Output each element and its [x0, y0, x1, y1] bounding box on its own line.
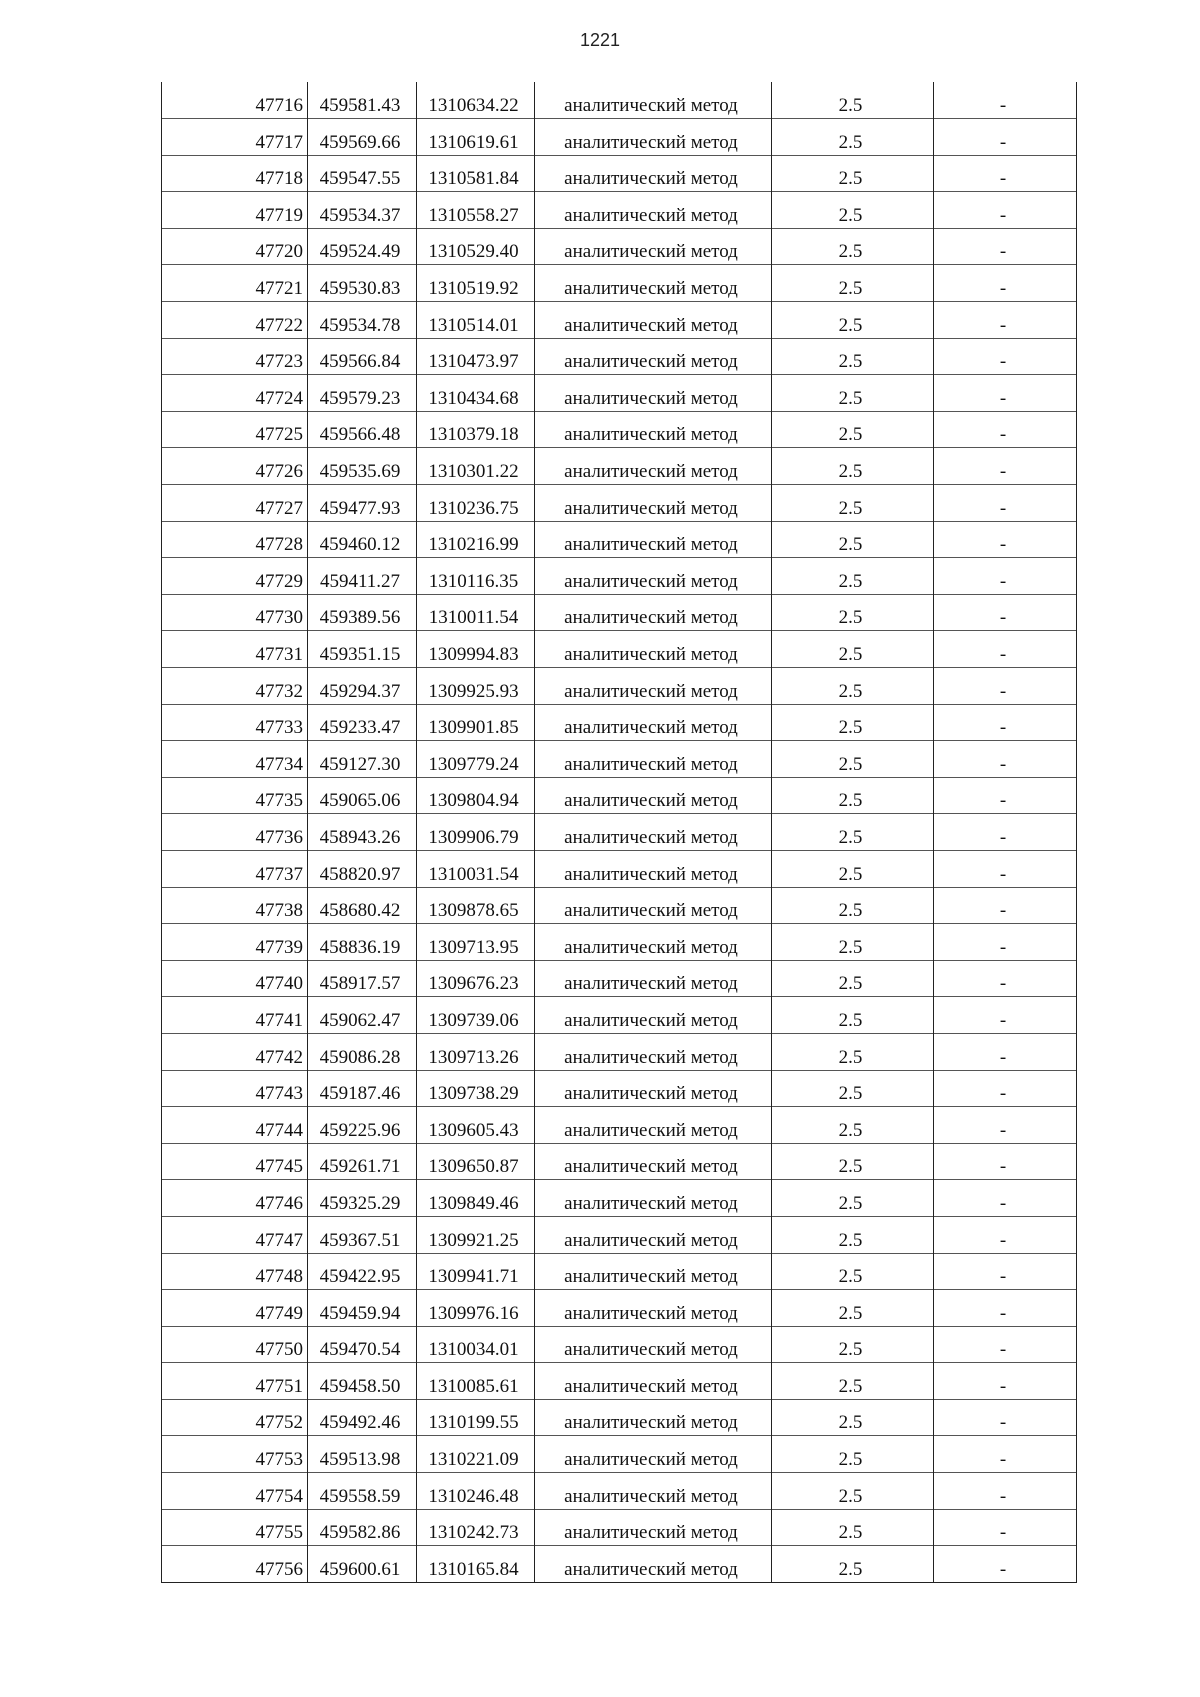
point-number-cell: 47756: [162, 1546, 308, 1583]
note-cell: -: [934, 485, 1077, 522]
point-number-cell: 47740: [162, 960, 308, 997]
accuracy-cell: 2.5: [772, 411, 934, 448]
accuracy-cell: 2.5: [772, 1070, 934, 1107]
method-cell: аналитический метод: [535, 338, 772, 375]
point-number-cell: 47755: [162, 1509, 308, 1546]
table-row: [162, 1290, 1077, 1327]
table-row: [162, 192, 1077, 229]
method-cell: аналитический метод: [535, 1033, 772, 1070]
table-row: [162, 704, 1077, 741]
y-coordinate-cell: 1309925.93: [417, 668, 535, 705]
accuracy-cell: 2.5: [772, 1180, 934, 1217]
point-number-cell: 47753: [162, 1436, 308, 1473]
method-cell: аналитический метод: [535, 668, 772, 705]
x-coordinate-cell: 458820.97: [308, 850, 417, 887]
accuracy-cell: 2.5: [772, 228, 934, 265]
table-row: [162, 1143, 1077, 1180]
method-cell: аналитический метод: [535, 887, 772, 924]
x-coordinate-cell: 459389.56: [308, 594, 417, 631]
x-coordinate-cell: 459458.50: [308, 1363, 417, 1400]
y-coordinate-cell: 1310011.54: [417, 594, 535, 631]
table-row: [162, 741, 1077, 778]
method-cell: аналитический метод: [535, 302, 772, 339]
accuracy-cell: 2.5: [772, 375, 934, 412]
accuracy-cell: 2.5: [772, 521, 934, 558]
accuracy-cell: 2.5: [772, 1436, 934, 1473]
note-cell: -: [934, 521, 1077, 558]
method-cell: аналитический метод: [535, 741, 772, 778]
method-cell: аналитический метод: [535, 1216, 772, 1253]
accuracy-cell: 2.5: [772, 997, 934, 1034]
note-cell: -: [934, 668, 1077, 705]
x-coordinate-cell: 459459.94: [308, 1290, 417, 1327]
note-cell: -: [934, 704, 1077, 741]
table-row: [162, 850, 1077, 887]
accuracy-cell: 2.5: [772, 814, 934, 851]
table-row: [162, 1180, 1077, 1217]
x-coordinate-cell: 459534.37: [308, 192, 417, 229]
y-coordinate-cell: 1309650.87: [417, 1143, 535, 1180]
x-coordinate-cell: 459225.96: [308, 1107, 417, 1144]
y-coordinate-cell: 1310116.35: [417, 558, 535, 595]
method-cell: аналитический метод: [535, 631, 772, 668]
point-number-cell: 47728: [162, 521, 308, 558]
coordinates-table: [161, 82, 1077, 1583]
note-cell: -: [934, 960, 1077, 997]
y-coordinate-cell: 1309738.29: [417, 1070, 535, 1107]
note-cell: -: [934, 375, 1077, 412]
x-coordinate-cell: 459600.61: [308, 1546, 417, 1583]
y-coordinate-cell: 1310434.68: [417, 375, 535, 412]
point-number-cell: 47725: [162, 411, 308, 448]
x-coordinate-cell: 459127.30: [308, 741, 417, 778]
note-cell: -: [934, 82, 1077, 119]
y-coordinate-cell: 1309605.43: [417, 1107, 535, 1144]
x-coordinate-cell: 459086.28: [308, 1033, 417, 1070]
note-cell: -: [934, 631, 1077, 668]
method-cell: аналитический метод: [535, 448, 772, 485]
y-coordinate-cell: 1309941.71: [417, 1253, 535, 1290]
method-cell: аналитический метод: [535, 411, 772, 448]
method-cell: аналитический метод: [535, 485, 772, 522]
x-coordinate-cell: 459581.43: [308, 82, 417, 119]
method-cell: аналитический метод: [535, 1326, 772, 1363]
table-row: [162, 668, 1077, 705]
y-coordinate-cell: 1310473.97: [417, 338, 535, 375]
table-row: [162, 887, 1077, 924]
table-row: [162, 411, 1077, 448]
point-number-cell: 47722: [162, 302, 308, 339]
note-cell: -: [934, 1363, 1077, 1400]
y-coordinate-cell: 1310221.09: [417, 1436, 535, 1473]
table-row: [162, 924, 1077, 961]
method-cell: аналитический метод: [535, 1546, 772, 1583]
method-cell: аналитический метод: [535, 960, 772, 997]
x-coordinate-cell: 459547.55: [308, 155, 417, 192]
point-number-cell: 47745: [162, 1143, 308, 1180]
note-cell: -: [934, 192, 1077, 229]
y-coordinate-cell: 1309713.26: [417, 1033, 535, 1070]
accuracy-cell: 2.5: [772, 887, 934, 924]
note-cell: -: [934, 155, 1077, 192]
x-coordinate-cell: 459582.86: [308, 1509, 417, 1546]
point-number-cell: 47750: [162, 1326, 308, 1363]
point-number-cell: 47724: [162, 375, 308, 412]
note-cell: -: [934, 850, 1077, 887]
x-coordinate-cell: 459535.69: [308, 448, 417, 485]
method-cell: аналитический метод: [535, 1473, 772, 1510]
x-coordinate-cell: 459065.06: [308, 777, 417, 814]
method-cell: аналитический метод: [535, 265, 772, 302]
table-row: [162, 228, 1077, 265]
accuracy-cell: 2.5: [772, 1216, 934, 1253]
method-cell: аналитический метод: [535, 997, 772, 1034]
accuracy-cell: 2.5: [772, 1253, 934, 1290]
method-cell: аналитический метод: [535, 375, 772, 412]
table-row: [162, 375, 1077, 412]
y-coordinate-cell: 1310519.92: [417, 265, 535, 302]
point-number-cell: 47744: [162, 1107, 308, 1144]
x-coordinate-cell: 458943.26: [308, 814, 417, 851]
point-number-cell: 47731: [162, 631, 308, 668]
table-row: [162, 265, 1077, 302]
note-cell: -: [934, 741, 1077, 778]
table-row: [162, 594, 1077, 631]
point-number-cell: 47743: [162, 1070, 308, 1107]
point-number-cell: 47741: [162, 997, 308, 1034]
table-row: [162, 1070, 1077, 1107]
y-coordinate-cell: 1310634.22: [417, 82, 535, 119]
method-cell: аналитический метод: [535, 119, 772, 156]
table-row: [162, 1033, 1077, 1070]
x-coordinate-cell: 459569.66: [308, 119, 417, 156]
table-row: [162, 777, 1077, 814]
y-coordinate-cell: 1309739.06: [417, 997, 535, 1034]
accuracy-cell: 2.5: [772, 1509, 934, 1546]
note-cell: -: [934, 1107, 1077, 1144]
method-cell: аналитический метод: [535, 558, 772, 595]
x-coordinate-cell: 459233.47: [308, 704, 417, 741]
note-cell: -: [934, 1033, 1077, 1070]
accuracy-cell: 2.5: [772, 1326, 934, 1363]
y-coordinate-cell: 1310199.55: [417, 1399, 535, 1436]
method-cell: аналитический метод: [535, 594, 772, 631]
note-cell: -: [934, 1326, 1077, 1363]
y-coordinate-cell: 1309878.65: [417, 887, 535, 924]
note-cell: -: [934, 1143, 1077, 1180]
x-coordinate-cell: 458680.42: [308, 887, 417, 924]
x-coordinate-cell: 459460.12: [308, 521, 417, 558]
y-coordinate-cell: 1310581.84: [417, 155, 535, 192]
y-coordinate-cell: 1310031.54: [417, 850, 535, 887]
point-number-cell: 47720: [162, 228, 308, 265]
table-row: [162, 558, 1077, 595]
point-number-cell: 47730: [162, 594, 308, 631]
table-row: [162, 302, 1077, 339]
point-number-cell: 47721: [162, 265, 308, 302]
accuracy-cell: 2.5: [772, 192, 934, 229]
point-number-cell: 47752: [162, 1399, 308, 1436]
y-coordinate-cell: 1310379.18: [417, 411, 535, 448]
table-row: [162, 1107, 1077, 1144]
table-row: [162, 338, 1077, 375]
accuracy-cell: 2.5: [772, 82, 934, 119]
y-coordinate-cell: 1310301.22: [417, 448, 535, 485]
y-coordinate-cell: 1310246.48: [417, 1473, 535, 1510]
note-cell: -: [934, 887, 1077, 924]
note-cell: -: [934, 777, 1077, 814]
accuracy-cell: 2.5: [772, 594, 934, 631]
method-cell: аналитический метод: [535, 1180, 772, 1217]
method-cell: аналитический метод: [535, 1290, 772, 1327]
point-number-cell: 47747: [162, 1216, 308, 1253]
accuracy-cell: 2.5: [772, 1363, 934, 1400]
accuracy-cell: 2.5: [772, 338, 934, 375]
x-coordinate-cell: 459422.95: [308, 1253, 417, 1290]
accuracy-cell: 2.5: [772, 558, 934, 595]
x-coordinate-cell: 459558.59: [308, 1473, 417, 1510]
accuracy-cell: 2.5: [772, 302, 934, 339]
y-coordinate-cell: 1309921.25: [417, 1216, 535, 1253]
method-cell: аналитический метод: [535, 1436, 772, 1473]
point-number-cell: 47739: [162, 924, 308, 961]
x-coordinate-cell: 459566.48: [308, 411, 417, 448]
point-number-cell: 47738: [162, 887, 308, 924]
point-number-cell: 47735: [162, 777, 308, 814]
accuracy-cell: 2.5: [772, 850, 934, 887]
x-coordinate-cell: 459261.71: [308, 1143, 417, 1180]
note-cell: -: [934, 265, 1077, 302]
x-coordinate-cell: 459411.27: [308, 558, 417, 595]
method-cell: аналитический метод: [535, 155, 772, 192]
point-number-cell: 47718: [162, 155, 308, 192]
x-coordinate-cell: 459367.51: [308, 1216, 417, 1253]
accuracy-cell: 2.5: [772, 1033, 934, 1070]
method-cell: аналитический метод: [535, 924, 772, 961]
accuracy-cell: 2.5: [772, 1143, 934, 1180]
accuracy-cell: 2.5: [772, 485, 934, 522]
accuracy-cell: 2.5: [772, 1546, 934, 1583]
point-number-cell: 47723: [162, 338, 308, 375]
note-cell: -: [934, 1546, 1077, 1583]
y-coordinate-cell: 1310236.75: [417, 485, 535, 522]
note-cell: -: [934, 448, 1077, 485]
accuracy-cell: 2.5: [772, 668, 934, 705]
y-coordinate-cell: 1309849.46: [417, 1180, 535, 1217]
y-coordinate-cell: 1309906.79: [417, 814, 535, 851]
point-number-cell: 47733: [162, 704, 308, 741]
table-row: [162, 119, 1077, 156]
y-coordinate-cell: 1309779.24: [417, 741, 535, 778]
table-body: [162, 82, 1077, 1582]
point-number-cell: 47719: [162, 192, 308, 229]
x-coordinate-cell: 459530.83: [308, 265, 417, 302]
y-coordinate-cell: 1309804.94: [417, 777, 535, 814]
point-number-cell: 47754: [162, 1473, 308, 1510]
y-coordinate-cell: 1310165.84: [417, 1546, 535, 1583]
y-coordinate-cell: 1309994.83: [417, 631, 535, 668]
accuracy-cell: 2.5: [772, 924, 934, 961]
x-coordinate-cell: 459470.54: [308, 1326, 417, 1363]
page-number: 1221: [579, 30, 621, 50]
table-row: [162, 1509, 1077, 1546]
method-cell: аналитический метод: [535, 521, 772, 558]
table-row: [162, 1436, 1077, 1473]
x-coordinate-cell: 459187.46: [308, 1070, 417, 1107]
accuracy-cell: 2.5: [772, 741, 934, 778]
note-cell: -: [934, 228, 1077, 265]
table-row: [162, 82, 1077, 119]
x-coordinate-cell: 459524.49: [308, 228, 417, 265]
point-number-cell: 47734: [162, 741, 308, 778]
y-coordinate-cell: 1310529.40: [417, 228, 535, 265]
x-coordinate-cell: 459325.29: [308, 1180, 417, 1217]
table-row: [162, 1326, 1077, 1363]
method-cell: аналитический метод: [535, 1363, 772, 1400]
point-number-cell: 47726: [162, 448, 308, 485]
x-coordinate-cell: 459566.84: [308, 338, 417, 375]
point-number-cell: 47717: [162, 119, 308, 156]
accuracy-cell: 2.5: [772, 960, 934, 997]
accuracy-cell: 2.5: [772, 1290, 934, 1327]
method-cell: аналитический метод: [535, 704, 772, 741]
note-cell: -: [934, 1436, 1077, 1473]
point-number-cell: 47748: [162, 1253, 308, 1290]
y-coordinate-cell: 1310619.61: [417, 119, 535, 156]
accuracy-cell: 2.5: [772, 1473, 934, 1510]
x-coordinate-cell: 459579.23: [308, 375, 417, 412]
table-row: [162, 997, 1077, 1034]
y-coordinate-cell: 1310216.99: [417, 521, 535, 558]
note-cell: -: [934, 814, 1077, 851]
method-cell: аналитический метод: [535, 850, 772, 887]
x-coordinate-cell: 458917.57: [308, 960, 417, 997]
note-cell: -: [934, 594, 1077, 631]
note-cell: -: [934, 338, 1077, 375]
method-cell: аналитический метод: [535, 1509, 772, 1546]
point-number-cell: 47729: [162, 558, 308, 595]
table-row: [162, 1216, 1077, 1253]
point-number-cell: 47737: [162, 850, 308, 887]
note-cell: -: [934, 1509, 1077, 1546]
accuracy-cell: 2.5: [772, 1399, 934, 1436]
method-cell: аналитический метод: [535, 1253, 772, 1290]
method-cell: аналитический метод: [535, 777, 772, 814]
accuracy-cell: 2.5: [772, 777, 934, 814]
table-row: [162, 485, 1077, 522]
table-row: [162, 960, 1077, 997]
accuracy-cell: 2.5: [772, 1107, 934, 1144]
table-row: [162, 1399, 1077, 1436]
method-cell: аналитический метод: [535, 82, 772, 119]
table-row: [162, 814, 1077, 851]
note-cell: -: [934, 1180, 1077, 1217]
method-cell: аналитический метод: [535, 1107, 772, 1144]
point-number-cell: 47736: [162, 814, 308, 851]
table-row: [162, 1363, 1077, 1400]
table-row: [162, 1253, 1077, 1290]
method-cell: аналитический метод: [535, 192, 772, 229]
note-cell: -: [934, 1473, 1077, 1510]
x-coordinate-cell: 459477.93: [308, 485, 417, 522]
method-cell: аналитический метод: [535, 1143, 772, 1180]
note-cell: -: [934, 1399, 1077, 1436]
table-row: [162, 521, 1077, 558]
y-coordinate-cell: 1310034.01: [417, 1326, 535, 1363]
note-cell: -: [934, 1216, 1077, 1253]
y-coordinate-cell: 1309976.16: [417, 1290, 535, 1327]
table-row: [162, 631, 1077, 668]
accuracy-cell: 2.5: [772, 155, 934, 192]
point-number-cell: 47746: [162, 1180, 308, 1217]
point-number-cell: 47749: [162, 1290, 308, 1327]
x-coordinate-cell: 459062.47: [308, 997, 417, 1034]
x-coordinate-cell: 458836.19: [308, 924, 417, 961]
accuracy-cell: 2.5: [772, 119, 934, 156]
y-coordinate-cell: 1309676.23: [417, 960, 535, 997]
x-coordinate-cell: 459492.46: [308, 1399, 417, 1436]
method-cell: аналитический метод: [535, 814, 772, 851]
point-number-cell: 47742: [162, 1033, 308, 1070]
y-coordinate-cell: 1310558.27: [417, 192, 535, 229]
method-cell: аналитический метод: [535, 1399, 772, 1436]
point-number-cell: 47732: [162, 668, 308, 705]
x-coordinate-cell: 459513.98: [308, 1436, 417, 1473]
method-cell: аналитический метод: [535, 1070, 772, 1107]
table-row: [162, 448, 1077, 485]
note-cell: -: [934, 997, 1077, 1034]
point-number-cell: 47716: [162, 82, 308, 119]
table-row: [162, 1546, 1077, 1583]
x-coordinate-cell: 459534.78: [308, 302, 417, 339]
accuracy-cell: 2.5: [772, 704, 934, 741]
point-number-cell: 47751: [162, 1363, 308, 1400]
y-coordinate-cell: 1310242.73: [417, 1509, 535, 1546]
table-row: [162, 1473, 1077, 1510]
method-cell: аналитический метод: [535, 228, 772, 265]
note-cell: -: [934, 302, 1077, 339]
y-coordinate-cell: 1309713.95: [417, 924, 535, 961]
note-cell: -: [934, 1070, 1077, 1107]
note-cell: -: [934, 558, 1077, 595]
table-row: [162, 155, 1077, 192]
point-number-cell: 47727: [162, 485, 308, 522]
x-coordinate-cell: 459351.15: [308, 631, 417, 668]
accuracy-cell: 2.5: [772, 265, 934, 302]
note-cell: -: [934, 411, 1077, 448]
note-cell: -: [934, 924, 1077, 961]
y-coordinate-cell: 1309901.85: [417, 704, 535, 741]
note-cell: -: [934, 119, 1077, 156]
y-coordinate-cell: 1310514.01: [417, 302, 535, 339]
y-coordinate-cell: 1310085.61: [417, 1363, 535, 1400]
accuracy-cell: 2.5: [772, 631, 934, 668]
x-coordinate-cell: 459294.37: [308, 668, 417, 705]
note-cell: -: [934, 1290, 1077, 1327]
note-cell: -: [934, 1253, 1077, 1290]
accuracy-cell: 2.5: [772, 448, 934, 485]
